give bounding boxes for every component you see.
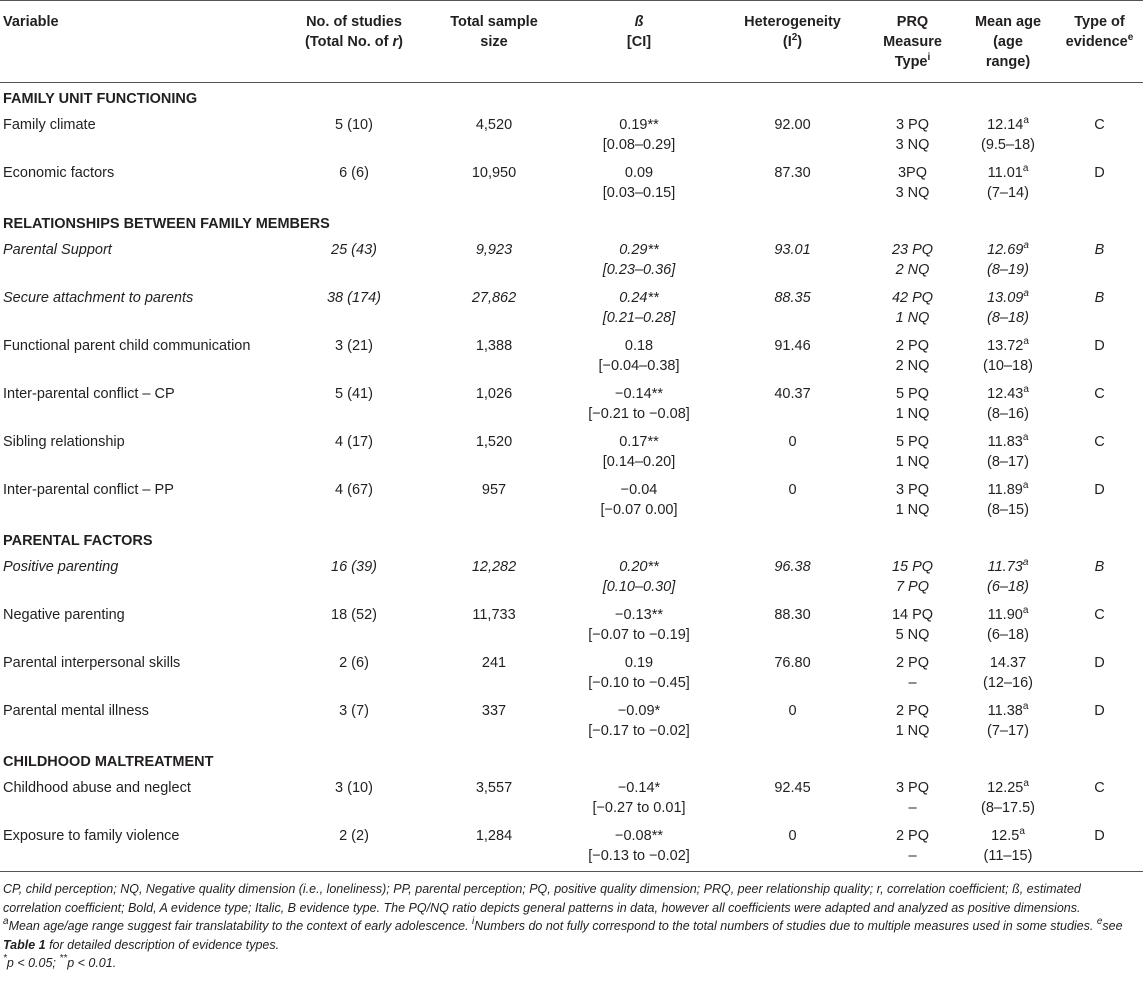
cell-beta: 0.09 [0.03–0.15] [602,165,676,201]
cell-beta: 0.29** [0.23–0.36] [602,242,676,278]
cell-studies: 3 (21) [335,338,373,354]
cell-evidence: D [1094,482,1105,498]
cell-beta: 0.20** [0.10–0.30] [602,559,676,595]
cell-heterogeneity: 92.45 [774,780,811,796]
table-header [0,1,1143,83]
cell-studies: 4 (17) [335,434,373,450]
footnote-significance: *p < 0.05; **p < 0.01. [3,953,117,970]
cell-sample: 1,520 [475,434,513,450]
cell-sample: 1,026 [475,386,513,402]
cell-studies: 3 (7) [339,703,369,719]
cell-heterogeneity: 88.35 [774,290,811,306]
cell-heterogeneity: 0 [788,828,797,844]
cell-variable: Parental interpersonal skills [3,655,181,671]
footnote-abbreviations: CP, child perception; NQ, Negative quality dimension (i.e., loneliness); PP, parental perception; PQ, positive quality dimension; PRQ, peer relationship quality; r, correlation coefficient; ß, estimated correlation coefficient; Bold, A evidence type; Italic, B evidence type. The PQ/NQ ratio depicts general patterns in data, however all coefficients were adapted and analyzed as positive dimensions. [3,882,1081,915]
cell-prq: 5 PQ 1 NQ [895,386,930,422]
cell-studies: 38 (174) [326,290,381,306]
cell-beta: 0.19** [0.08–0.29] [602,117,676,153]
cell-variable: Family climate [3,117,96,133]
cell-sample: 12,282 [471,559,517,575]
cell-variable: Functional parent child communication [3,338,251,354]
header-studies: No. of studies (Total No. of r) [304,14,404,50]
cell-variable: Sibling relationship [3,434,125,450]
cell-age: 14.37 (12–16) [983,655,1033,691]
section-header-row [0,208,1143,237]
table-row [0,112,1143,160]
cell-heterogeneity: 96.38 [774,559,811,575]
table-row [0,381,1143,429]
cell-studies: 2 (2) [339,828,369,844]
cell-prq: 42 PQ 1 NQ [891,290,934,326]
cell-studies: 16 (39) [331,559,377,575]
cell-age: 12.5$^a$ (11–15) [983,826,1033,864]
table-row [0,650,1143,698]
cell-prq: 3 PQ 1 NQ [895,482,930,518]
table-row [0,429,1143,477]
table-row [0,333,1143,381]
cell-evidence: D [1094,338,1105,354]
cell-prq: 2 PQ – [895,655,930,691]
cell-studies: 4 (67) [335,482,373,498]
header-beta: ß [CI] [626,14,652,50]
cell-beta: 0.19 [−0.10 to −0.45] [588,655,690,691]
cell-variable: Positive parenting [3,559,119,575]
cell-variable: Secure attachment to parents [3,290,194,306]
cell-sample: 957 [481,482,507,498]
cell-prq: 3 PQ – [895,780,930,816]
cell-age: 11.90$^a$ (6–18) [987,605,1029,643]
cell-evidence: C [1094,607,1105,623]
cell-beta: −0.13** [−0.07 to −0.19] [588,607,690,643]
cell-heterogeneity: 40.37 [774,386,811,402]
section-header-row [0,746,1143,775]
table-row [0,285,1143,333]
table-row [0,775,1143,823]
cell-studies: 2 (6) [339,655,369,671]
cell-prq: 23 PQ 2 NQ [891,242,934,278]
cell-heterogeneity: 76.80 [774,655,811,671]
section-header-row [0,525,1143,554]
cell-studies: 25 (43) [331,242,377,258]
cell-prq: 14 PQ 5 NQ [891,607,934,643]
cell-heterogeneity: 0 [788,434,797,450]
cell-evidence: B [1094,290,1105,306]
cell-age: 11.73$^a$ (6–18) [987,557,1029,595]
table-row [0,160,1143,208]
cell-variable: Exposure to family violence [3,828,180,844]
cell-beta: −0.09* [−0.17 to −0.02] [588,703,690,739]
cell-prq: 3 PQ 3 NQ [895,117,930,153]
table-footnotes [0,872,1143,973]
cell-sample: 337 [481,703,507,719]
cell-evidence: C [1094,434,1105,450]
cell-heterogeneity: 88.30 [774,607,811,623]
cell-sample: 4,520 [475,117,513,133]
cell-evidence: B [1094,242,1105,258]
cell-variable: Inter-parental conflict – PP [3,482,174,498]
cell-variable: Childhood abuse and neglect [3,780,191,796]
cell-sample: 3,557 [475,780,513,796]
table-row [0,554,1143,602]
cell-age: 11.38$^a$ (7–17) [987,701,1029,739]
cell-age: 12.69$^a$ (8–19) [987,240,1029,278]
cell-age: 13.72$^a$ (10–18) [983,336,1033,374]
table-row [0,602,1143,650]
cell-prq: 2 PQ – [895,828,930,864]
cell-beta: 0.17** [0.14–0.20] [602,434,676,470]
section-title: FAMILY UNIT FUNCTIONING [3,91,198,107]
cell-sample: 10,950 [471,165,517,181]
cell-variable: Economic factors [3,165,115,181]
cell-evidence: D [1094,165,1105,181]
table-body [0,83,1143,872]
header-variable: Variable [3,14,59,30]
header-sample: Total sample size [450,14,538,50]
header-age: Mean age (age range) [974,14,1042,70]
section-title: PARENTAL FACTORS [3,533,153,549]
cell-prq: 2 PQ 1 NQ [895,703,930,739]
cell-heterogeneity: 0 [788,482,797,498]
cell-prq: 2 PQ 2 NQ [895,338,930,374]
cell-evidence: C [1094,117,1105,133]
table-row [0,823,1143,872]
section-title: CHILDHOOD MALTREATMENT [3,754,214,770]
header-prq: PRQ Measure Type$^i$ [883,14,942,70]
cell-beta: 0.24** [0.21–0.28] [602,290,676,326]
cell-variable: Negative parenting [3,607,125,623]
cell-beta: −0.04 [−0.07 0.00] [600,482,678,518]
cell-variable: Parental Support [3,242,112,258]
cell-sample: 241 [481,655,507,671]
cell-beta: −0.14** [−0.21 to −0.08] [588,386,690,422]
cell-heterogeneity: 0 [788,703,797,719]
footnote-superscripts: $^a$Mean age/age range suggest fair translatability to the context of early adolescence. $^i$Numbers do not fully correspond to the total numbers of studies due to multiple measures used in some studies. $^e$see Table 1 for detailed description of evidence types. [3,916,1123,952]
cell-evidence: C [1094,780,1105,796]
cell-studies: 5 (41) [335,386,373,402]
cell-beta: −0.14* [−0.27 to 0.01] [592,780,686,816]
cell-studies: 3 (10) [335,780,373,796]
header-heterogeneity: Heterogeneity $(I^2)$ [744,14,841,50]
cell-age: 11.89$^a$ (8–15) [987,480,1029,518]
table-row [0,477,1143,525]
table-row [0,237,1143,285]
cell-age: 12.25$^a$ (8–17.5) [980,778,1035,816]
cell-variable: Inter-parental conflict – CP [3,386,175,402]
cell-evidence: C [1094,386,1105,402]
cell-age: 12.43$^a$ (8–16) [987,384,1029,422]
cell-prq: 5 PQ 1 NQ [895,434,930,470]
section-title: RELATIONSHIPS BETWEEN FAMILY MEMBERS [3,216,330,232]
cell-beta: −0.08** [−0.13 to −0.02] [588,828,690,864]
cell-heterogeneity: 87.30 [774,165,811,181]
cell-studies: 5 (10) [335,117,373,133]
cell-variable: Parental mental illness [3,703,149,719]
cell-age: 12.14$^a$ (9.5–18) [980,115,1035,153]
cell-beta: 0.18 [−0.04–0.38] [598,338,680,374]
cell-heterogeneity: 92.00 [774,117,811,133]
cell-sample: 1,388 [475,338,513,354]
cell-sample: 1,284 [475,828,513,844]
cell-studies: 6 (6) [339,165,369,181]
header-evidence: Type of evidence$^e$ [1065,14,1134,50]
cell-sample: 11,733 [472,607,516,623]
cell-age: 13.09$^a$ (8–18) [987,288,1029,326]
cell-evidence: D [1094,655,1105,671]
cell-prq: 3PQ 3 NQ [895,165,930,201]
cell-evidence: D [1094,828,1105,844]
cell-heterogeneity: 93.01 [774,242,811,258]
cell-sample: 27,862 [471,290,517,306]
cell-heterogeneity: 91.46 [774,338,811,354]
cell-evidence: D [1094,703,1105,719]
cell-age: 11.83$^a$ (8–17) [987,432,1029,470]
cell-prq: 15 PQ 7 PQ [891,559,934,595]
cell-evidence: B [1094,559,1105,575]
cell-sample: 9,923 [475,242,513,258]
cell-studies: 18 (52) [331,607,377,623]
table-row [0,698,1143,746]
cell-age: 11.01$^a$ (7–14) [987,163,1029,201]
section-header-row [0,83,1143,113]
